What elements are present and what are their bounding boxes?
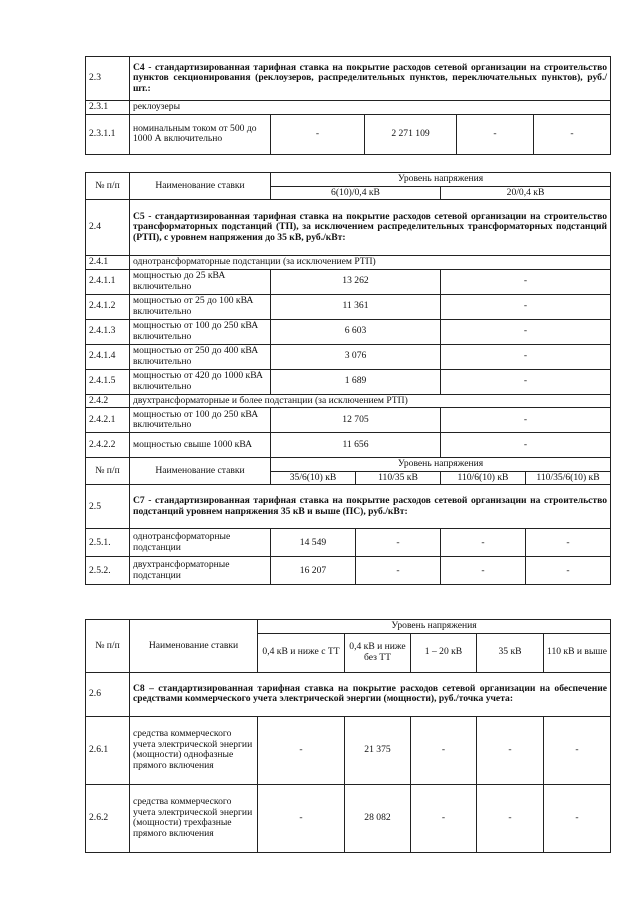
value-cell: 28 082 <box>345 784 411 852</box>
column-header-voltage-level: 20/0,4 кВ <box>441 186 611 200</box>
column-header-number: № п/п <box>86 458 130 485</box>
row-number: 2.6 <box>86 672 130 716</box>
value-cell: - <box>544 784 611 852</box>
rate-description: С8 – стандартизированная тарифная ставка на покрытие расходов сетевой организации на обеспечение средствами коммерческого учета электрической энергии (мощности), руб./точка учета: <box>130 672 611 716</box>
row-number: 2.3.1 <box>86 101 130 115</box>
value-cell: - <box>441 529 526 557</box>
row-number: 2.4.1.5 <box>86 369 130 394</box>
rate-name: мощностью от 250 до 400 кВА включительно <box>130 344 271 369</box>
value-cell: - <box>526 529 611 557</box>
table-row <box>86 529 611 557</box>
value-cell: 21 375 <box>345 716 411 784</box>
value-cell: - <box>534 114 611 154</box>
rate-name: мощностью от 25 до 100 кВА включительно <box>130 294 271 319</box>
table-row <box>86 458 611 472</box>
column-header-voltage: Уровень напряжения <box>271 458 611 472</box>
row-number: 2.4.1 <box>86 256 130 270</box>
row-number: 2.3.1.1 <box>86 114 130 154</box>
row-number: 2.5.2. <box>86 557 130 585</box>
value-cell: - <box>356 529 441 557</box>
value-cell: - <box>544 716 611 784</box>
row-number: 2.4.1.3 <box>86 319 130 344</box>
row-number: 2.6.2 <box>86 784 130 852</box>
row-number: 2.4.2.1 <box>86 408 130 433</box>
rate-name: мощностью до 25 кВА включительно <box>130 269 271 294</box>
value-cell: - <box>441 433 611 458</box>
column-header-voltage: Уровень напряжения <box>271 173 611 187</box>
row-number: 2.4.2.2 <box>86 433 130 458</box>
column-header-name: Наименование ставки <box>130 620 258 673</box>
rate-table-c5-c7 <box>85 172 611 585</box>
table-row <box>86 200 611 256</box>
value-cell: 2 271 109 <box>365 114 457 154</box>
table-row <box>86 344 611 369</box>
column-header-voltage-level: 35/6(10) кВ <box>271 471 356 485</box>
column-header-name: Наименование ставки <box>130 458 271 485</box>
table-row <box>86 557 611 585</box>
column-header-number: № п/п <box>86 620 130 673</box>
table-row <box>86 485 611 529</box>
table-row <box>86 173 611 187</box>
table-row <box>86 57 611 101</box>
row-number: 2.4.1.4 <box>86 344 130 369</box>
column-header-voltage-level: 6(10)/0,4 кВ <box>271 186 441 200</box>
column-header-voltage-level: 1 – 20 кВ <box>411 633 477 672</box>
column-header-voltage-level: 110 кВ и выше <box>544 633 611 672</box>
value-cell: - <box>411 784 477 852</box>
rate-name: мощностью от 420 до 1000 кВА включительно <box>130 369 271 394</box>
value-cell: - <box>441 319 611 344</box>
value-cell: 3 076 <box>271 344 441 369</box>
row-number: 2.4.1.2 <box>86 294 130 319</box>
rate-name: номинальным током от 500 до 1000 А включительно <box>130 114 271 154</box>
table-row <box>86 114 611 154</box>
row-number: 2.4.1.1 <box>86 269 130 294</box>
section-title: однотрансформаторные подстанции (за исключением РТП) <box>130 256 611 270</box>
value-cell: - <box>411 716 477 784</box>
value-cell: 16 207 <box>271 557 356 585</box>
column-header-voltage-level: 0,4 кВ и ниже без ТТ <box>345 633 411 672</box>
column-header-voltage: Уровень напряжения <box>258 620 611 634</box>
rate-description: С5 - стандартизированная тарифная ставка на покрытие расходов сетевой организации на строительство трансформаторных подстанций (ТП), за исключением распределительных трансформаторных подстанций (РТП), с уровнем напряжения до 35 кВ, руб./кВт: <box>130 200 611 256</box>
column-header-voltage-level: 110/35 кВ <box>356 471 441 485</box>
column-header-voltage-level: 0,4 кВ и ниже с ТТ <box>258 633 345 672</box>
value-cell: - <box>441 269 611 294</box>
table-row <box>86 256 611 270</box>
table-row <box>86 433 611 458</box>
table-row <box>86 716 611 784</box>
value-cell: - <box>258 784 345 852</box>
table-row <box>86 101 611 115</box>
value-cell: 6 603 <box>271 319 441 344</box>
value-cell: 11 656 <box>271 433 441 458</box>
table-row <box>86 784 611 852</box>
column-header-voltage-level: 110/6(10) кВ <box>441 471 526 485</box>
value-cell: - <box>441 369 611 394</box>
value-cell: - <box>441 294 611 319</box>
column-header-number: № п/п <box>86 173 130 200</box>
value-cell: - <box>441 408 611 433</box>
column-header-voltage-level: 35 кВ <box>477 633 544 672</box>
section-title: двухтрансформаторные и более подстанции (за исключением РТП) <box>130 394 611 408</box>
value-cell: - <box>271 114 365 154</box>
value-cell: 13 262 <box>271 269 441 294</box>
value-cell: - <box>526 557 611 585</box>
value-cell: - <box>356 557 441 585</box>
table-row <box>86 620 611 634</box>
table-row <box>86 394 611 408</box>
value-cell: 11 361 <box>271 294 441 319</box>
value-cell: - <box>441 344 611 369</box>
column-header-voltage-level: 110/35/6(10) кВ <box>526 471 611 485</box>
rate-description: С7 - стандартизированная тарифная ставка на покрытие расходов сетевой организации на строительство подстанций уровнем напряжения 35 кВ и выше (ПС), руб./кВт: <box>130 485 611 529</box>
value-cell: - <box>477 784 544 852</box>
table-row <box>86 672 611 716</box>
value-cell: - <box>477 716 544 784</box>
rate-name: мощностью от 100 до 250 кВА включительно <box>130 408 271 433</box>
value-cell: - <box>441 557 526 585</box>
rate-name: двухтрансформаторные подстанции <box>130 557 271 585</box>
table-row <box>86 269 611 294</box>
table-row <box>86 369 611 394</box>
value-cell: 14 549 <box>271 529 356 557</box>
rate-name: однотрансформаторные подстанции <box>130 529 271 557</box>
column-header-name: Наименование ставки <box>130 173 271 200</box>
value-cell: 1 689 <box>271 369 441 394</box>
rate-table-c8 <box>85 619 611 853</box>
rate-table-c4 <box>85 56 611 155</box>
section-title: реклоузеры <box>130 101 611 115</box>
table-row <box>86 294 611 319</box>
value-cell: 12 705 <box>271 408 441 433</box>
table-row <box>86 319 611 344</box>
value-cell: - <box>258 716 345 784</box>
row-number: 2.4.2 <box>86 394 130 408</box>
row-number: 2.6.1 <box>86 716 130 784</box>
row-number: 2.4 <box>86 200 130 256</box>
rate-name: мощностью от 100 до 250 кВА включительно <box>130 319 271 344</box>
rate-description: С4 - стандартизированная тарифная ставка на покрытие расходов сетевой организации на строительство пунктов секционирования (реклоузеров, распределительных пунктов, переключательных пунктов), руб./шт.: <box>130 57 611 101</box>
table-row <box>86 408 611 433</box>
row-number: 2.5.1. <box>86 529 130 557</box>
row-number: 2.5 <box>86 485 130 529</box>
rate-name: мощностью свыше 1000 кВА <box>130 433 271 458</box>
rate-name: средства коммерческого учета электрической энергии (мощности) трехфазные прямого включения <box>130 784 258 852</box>
value-cell: - <box>457 114 534 154</box>
rate-name: средства коммерческого учета электрической энергии (мощности) однофазные прямого включения <box>130 716 258 784</box>
row-number: 2.3 <box>86 57 130 101</box>
